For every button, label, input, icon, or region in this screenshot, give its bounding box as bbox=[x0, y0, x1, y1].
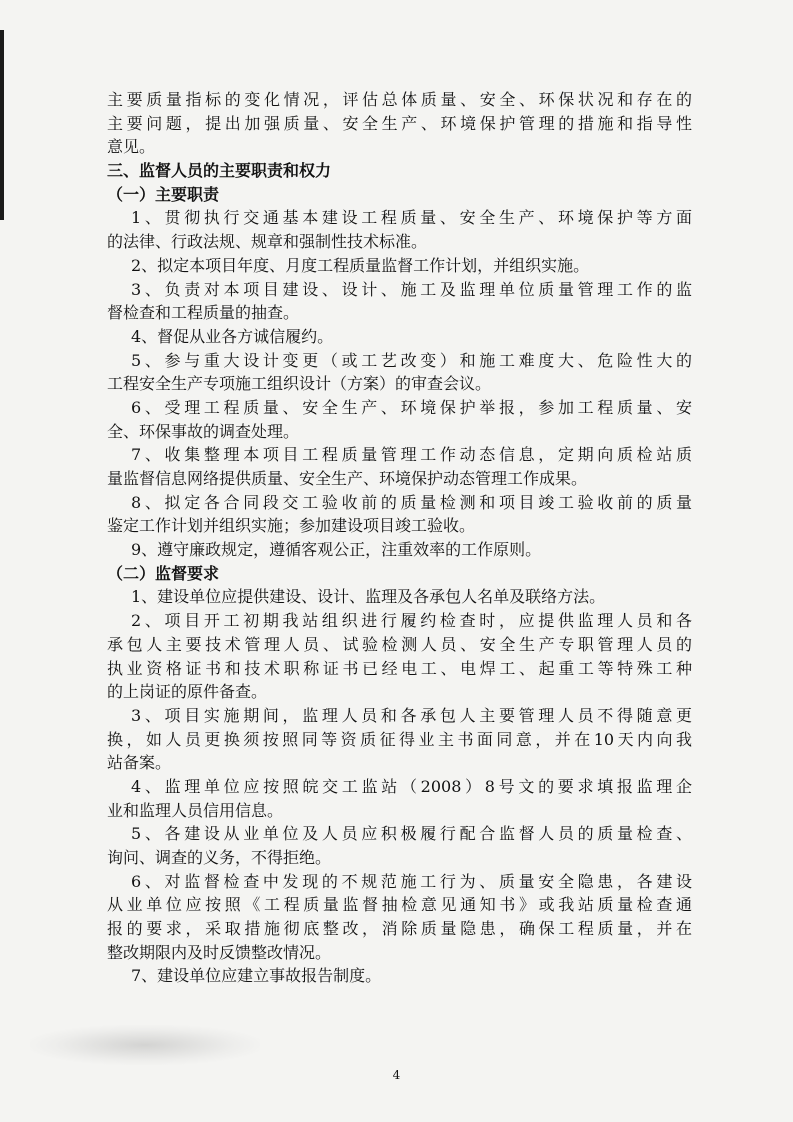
scan-smudge bbox=[30, 1025, 260, 1065]
subsection-heading: （一）主要职责 bbox=[107, 184, 220, 204]
text-line: 报的要求，采取措施彻底整改，消除质量隐患，确保工程质量，并在 bbox=[107, 919, 692, 939]
text-line: 鉴定工作计划并组织实施；参加建设项目竣工验收。 bbox=[107, 516, 476, 536]
text-line: 换，如人员更换须按照同等资质征得业主书面同意，并在10天内向我 bbox=[107, 729, 692, 749]
text-line: 站备案。 bbox=[107, 753, 172, 773]
scan-edge-mark bbox=[0, 30, 4, 220]
page-number: 4 bbox=[392, 1068, 401, 1082]
text-line: 9、遵守廉政规定，遵循客观公正，注重效率的工作原则。 bbox=[131, 540, 542, 560]
text-line: 2、拟定本项目年度、月度工程质量监督工作计划，并组织实施。 bbox=[131, 255, 590, 275]
subsection-heading: （二）监督要求 bbox=[107, 563, 220, 583]
text-line: 承包人主要技术管理人员、试验检测人员、安全生产专职管理人员的 bbox=[107, 634, 692, 654]
text-line: 量监督信息网络提供质量、安全生产、环境保护动态管理工作成果。 bbox=[107, 469, 588, 488]
text-line: 督检查和工程质量的抽查。 bbox=[107, 303, 300, 323]
text-line: 工程安全生产专项施工组织设计（方案）的审查会议。 bbox=[107, 374, 492, 394]
text-line: 1、建设单位应提供建设、设计、监理及各承包人名单及联络方法。 bbox=[131, 587, 606, 607]
text-line: 整改期限内及时反馈整改情况。 bbox=[107, 942, 332, 962]
text-line: 意见。 bbox=[107, 137, 156, 157]
text-line: 业和监理人员信用信息。 bbox=[107, 800, 284, 820]
text-line: 从业单位应按照《工程质量监督抽检意见通知书》或我站质量检查通 bbox=[107, 895, 692, 915]
text-line: 5、参与重大设计变更（或工艺改变）和施工难度大、危险性大的 bbox=[131, 350, 692, 370]
text-line: 6、受理工程质量、安全生产、环境保护举报，参加工程质量、安 bbox=[131, 397, 692, 417]
text-line: 的上岗证的原件备查。 bbox=[107, 682, 268, 702]
text-line: 5、各建设从业单位及人员应积极履行配合监督人员的质量检查、 bbox=[131, 824, 692, 844]
text-line: 4、督促从业各方诚信履约。 bbox=[131, 326, 334, 346]
text-line: 的法律、行政法规、规章和强制性技术标准。 bbox=[107, 232, 428, 252]
text-line: 1、贯彻执行交通基本建设工程质量、安全生产、环境保护等方面 bbox=[131, 208, 692, 228]
text-line: 2、项目开工初期我站组织进行履约检查时，应提供监理人员和各 bbox=[131, 611, 692, 631]
document-body bbox=[107, 88, 692, 988]
text-line: 询问、调查的义务，不得拒绝。 bbox=[107, 848, 332, 867]
text-line: 主要问题，提出加强质量、安全生产、环境保护管理的措施和指导性 bbox=[107, 113, 692, 133]
text-line: 3、项目实施期间，监理人员和各承包人主要管理人员不得随意更 bbox=[131, 705, 692, 725]
text-line: 全、环保事故的调查处理。 bbox=[107, 421, 300, 441]
text-line: 7、收集整理本项目工程质量管理工作动态信息，定期向质检站质 bbox=[131, 445, 692, 465]
text-line: 6、对监督检查中发现的不规范施工行为、质量安全隐患，各建设 bbox=[131, 871, 692, 891]
text-line: 执业资格证书和技术职称证书已经电工、电焊工、起重工等特殊工种 bbox=[107, 658, 692, 678]
text-line: 主要质量指标的变化情况，评估总体质量、安全、环保状况和存在的 bbox=[107, 90, 692, 109]
text-line: 4、监理单位应按照皖交工监站（2008）8号文的要求填报监理企 bbox=[131, 776, 692, 796]
text-line: 8、拟定各合同段交工验收前的质量检测和项目竣工验收前的质量 bbox=[131, 492, 692, 512]
text-line: 3、负责对本项目建设、设计、施工及监理单位质量管理工作的监 bbox=[131, 279, 692, 299]
section-heading: 三、监督人员的主要职责和权力 bbox=[107, 161, 332, 181]
text-line: 7、建设单位应建立事故报告制度。 bbox=[131, 966, 382, 986]
